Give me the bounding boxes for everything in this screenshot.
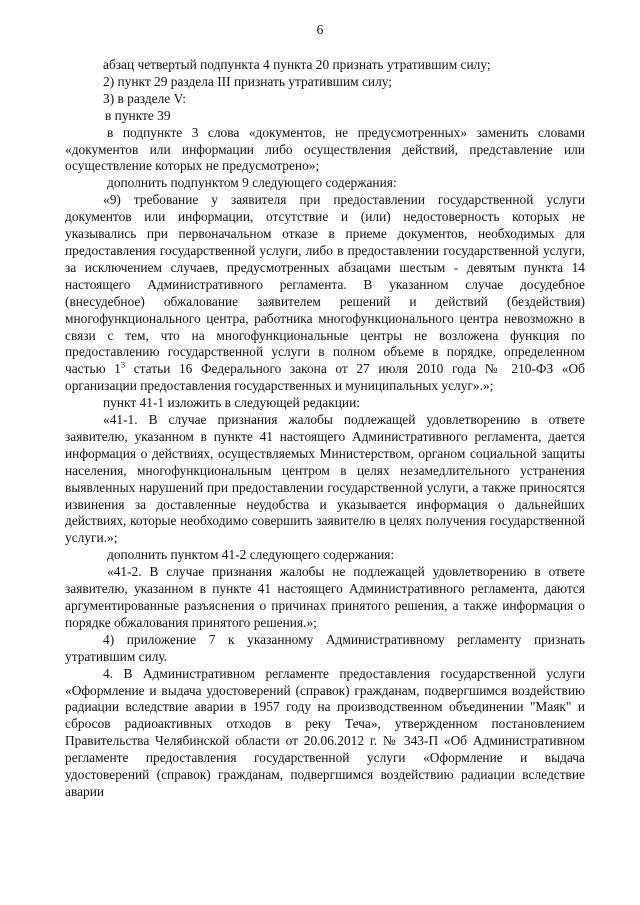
superscript: 3 <box>120 359 126 370</box>
paragraph: «41-2. В случае признания жалобы не подлежащей удовлетворению в ответе заявителю, указанном в пункте 41 настоящего Административного регламента, даются аргументированные разъяснения о причинах принятого решения, а также информация о порядке обжалования принятого решения.»; <box>65 564 585 630</box>
paragraph: абзац четвертый подпункта 4 пункта 20 признать утратившим силу; <box>103 57 491 72</box>
paragraph: в подпункте 3 слова «документов, не предусмотренных» заменить словами «документов или информации либо осуществления действий, представление или осуществление которых не предусмотрено»; <box>65 124 585 174</box>
paragraph <box>65 192 585 395</box>
paragraph: 3) в разделе V: <box>103 90 186 106</box>
paragraph: «41-1. В случае признания жалобы подлежащей удовлетворению в ответе заявителю, указанном в пункте 41 настоящего Административного регламента, дается информация о действиях, осуществляемых Министерством, органом социальной защиты населения, многофункциональным центром в целях незамедлительного устранения выявленных нарушений при предоставлении государственной услуги, а также приносятся извинения за доставленные неудобства и указывается информация о дальнейших действиях, которые необходимо совершить заявителю в целях получения государственной услуги.»; <box>65 412 585 546</box>
paragraph: 4) приложение 7 к указанному Административному регламенту признать утратившим силу. <box>65 631 585 664</box>
paragraph: 4. В Административном регламенте предоставления государственной услуги «Оформление и выдача удостоверений (справок) гражданам, подвергшимся воздействию радиации вследствие аварии в 1957 году на производственном объединении "Маяк" и сбросов радиоактивных отходов в реку Теча», утвержденном постановлением Правительства Челябинской области от 20.06.2012 г. № 343-П «Об Административном регламенте предоставления государственной услуги «Оформление и выдача удостоверений (справок) гражданам, подвергшимся воздействию радиации вследствие аварии <box>65 665 585 799</box>
paragraph: дополнить подпунктом 9 следующего содержания: <box>107 175 397 191</box>
paragraph: пункт 41-1 изложить в следующей редакции: <box>103 395 360 411</box>
paragraph: дополнить пунктом 41-2 следующего содержания: <box>107 547 395 563</box>
page-number: 6 <box>316 22 324 37</box>
paragraph-text: статьи 16 Федерального закона от 27 июля 2010 года № 210-ФЗ «Об организации предоставления государственных и муниципальных услуг».»; <box>65 361 585 394</box>
paragraph-text: «9) требование у заявителя при предоставлении государственной услуги документов или информации, отсутствие и (или) недостоверность которых не указывались при первоначальном отказе в приеме документов, необходимых для предоставления государственной услуги, либо в предоставлении государственной услуги, за исключением случаев, предусмотренных абзацами шестым - девятым пункта 14 настоящего Административного регламента. В указанном случае досудебное (внесудебное) обжалование заявителем решений и действий (бездействия) многофункционального центра, работника многофункционального центра невозможно в связи с тем, что на многофункциональные центры не возложена функция по предоставлению государственной услуги в полном объеме в порядке, определенном частью 1 <box>65 192 585 377</box>
paragraph: в пункте 39 <box>105 107 171 123</box>
paragraph: 2) пункт 29 раздела III признать утратившим силу; <box>103 73 392 89</box>
body-text <box>65 57 585 801</box>
